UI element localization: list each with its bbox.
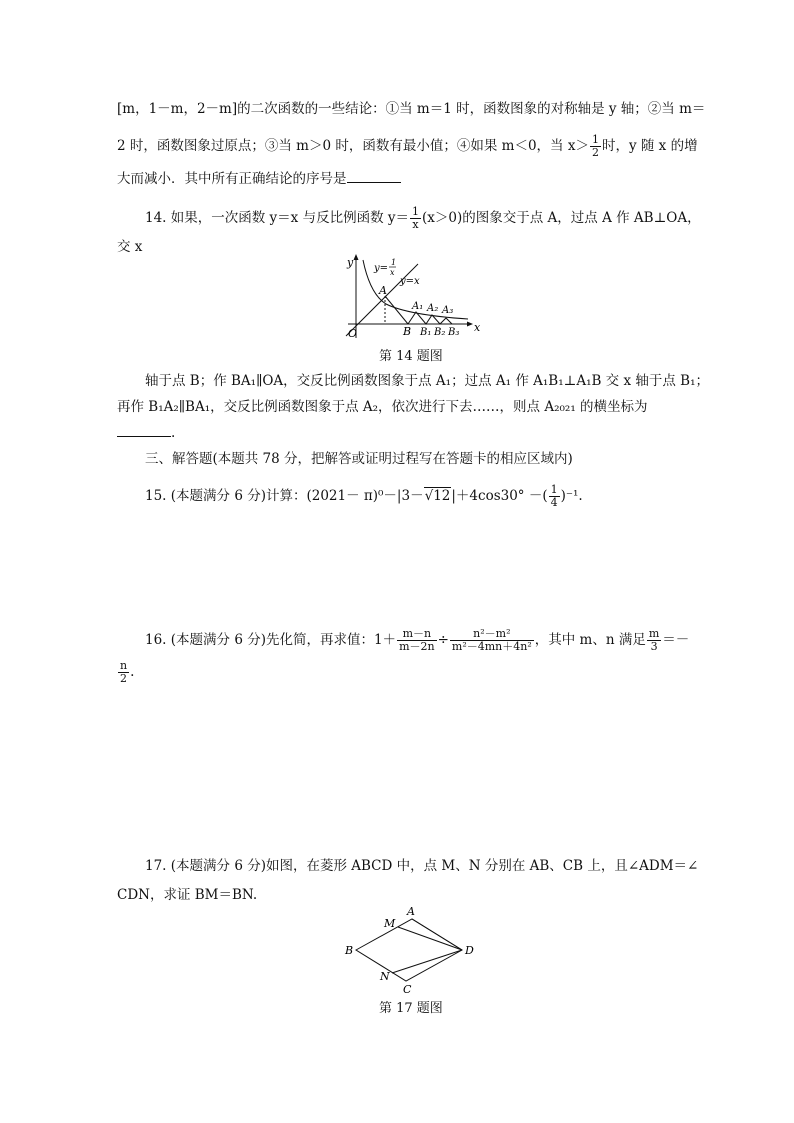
label-curve-num: 1 [391, 258, 397, 267]
q13-fraction: $\frac{1}{2}$ [591, 133, 599, 159]
q17-text-1: 17. (本题满分 6 分)如图，在菱形 ABCD 中，点 M、N 分别在 AB、CB 上，且∠ADM＝∠ [145, 858, 699, 874]
q15-text-a: 15. (本题满分 6 分)计算：(2021－ π)⁰－|3－ [145, 488, 424, 504]
label-a2: A₂ [427, 303, 439, 314]
q17-line-2 [117, 886, 257, 904]
q14-line-5: . [117, 424, 175, 442]
q15-line [145, 484, 583, 509]
label-b2: B₂ [434, 327, 446, 338]
q14-fraction: $\frac{1}{x}$ [412, 205, 420, 231]
label-b3: B₃ [448, 327, 460, 338]
q13-line-3 [117, 170, 401, 188]
label-y: y [347, 256, 354, 269]
label-b: B [403, 325, 412, 338]
q14-line-4 [117, 398, 648, 416]
q14-line-3 [145, 372, 709, 390]
q13-answer-blank[interactable] [347, 170, 401, 183]
q17-caption: 第 17 题图 [379, 1001, 443, 1016]
q16-line: 16. (本题满分 6 分)先化简，再求值：1＋ $\frac{m-n}{m-2n}$ ÷ $\frac{\text{n²－m²}}{\text{m²－4mn＋4n²}}$ ，其中 m、n 满足 $\frac{m}{3}$ ＝－ [145, 627, 690, 653]
label-x: x [474, 321, 481, 334]
q16-text-b: ，其中 m、n 满足 [534, 632, 646, 648]
x-axis-arrow [467, 322, 473, 327]
q16-text-a: 16. (本题满分 6 分)先化简，再求值：1＋ [145, 632, 397, 648]
q14-line-2 [117, 238, 142, 256]
q17-text-2: CDN，求证 BM＝BN. [117, 887, 258, 903]
section-3-heading: 三、解答题(本题共 78 分，把解答或证明过程写在答题卡的相应区域内) [145, 451, 573, 467]
label-curve-prefix: y= [374, 263, 389, 274]
q14-line-1 [145, 206, 701, 231]
q15-sqrt: √12 [424, 488, 451, 504]
q13-line-1 [117, 100, 705, 118]
q14-figure [338, 252, 488, 344]
label-b: B [345, 944, 354, 957]
q14-text-4: 再作 B₁A₂∥BA₁，交反比例函数图象于点 A₂，依次进行下去……，则点 A₂₀₂₁ 的横坐标为 [117, 399, 648, 415]
q13-text-2b: 时，y 随 x 的增 [601, 138, 698, 154]
q13-text-2a: 2 时，函数图象过原点；③当 m＞0 时，函数有最小值；④如果 m＜0，当 x＞ [117, 138, 589, 154]
label-b1: B₁ [420, 327, 432, 338]
label-a: A [379, 284, 387, 297]
label-m: M [384, 917, 396, 930]
label-n: N [380, 970, 390, 983]
q16-fraction-3: $\frac{m}{3}$ [648, 627, 660, 653]
q15-fraction: $\frac{1}{4}$ [550, 483, 558, 509]
q14-text-1b: (x＞0)的图象交于点 A，过点 A 作 AB⊥OA， [422, 210, 701, 226]
label-a1: A₁ [412, 301, 424, 312]
label-a3: A₃ [442, 305, 454, 316]
q15-text-b: |＋4cos30° －( [451, 488, 548, 504]
q14-text-1a: 14. 如果，一次函数 y＝x 与反比例函数 y＝ [145, 210, 410, 226]
q14-text-3: 轴于点 B；作 BA₁∥OA，交反比例函数图象于点 A₁；过点 A₁ 作 A₁B₁⊥A₁B 交 x 轴于点 B₁； [145, 373, 710, 389]
q15-text-c: )⁻¹. [560, 488, 583, 504]
q14-caption: 第 14 题图 [379, 349, 443, 364]
rhombus-abcd [356, 919, 462, 981]
q14-text-2: 交 x [117, 239, 143, 255]
q14-answer-blank[interactable] [117, 424, 171, 437]
y-axis-arrow [354, 254, 359, 260]
label-curve-den: x [390, 268, 395, 277]
q13-text-1: [m，1－m，2－m]的二次函数的一些结论：①当 m＝1 时，函数图象的对称轴是 y 轴；②当 m＝ [117, 101, 706, 117]
q17-line-1 [145, 857, 698, 875]
q16-line-2: $\frac{n}{2}$ . [120, 659, 135, 685]
q13-line-2 [117, 134, 698, 159]
q16-fraction-4: $\frac{n}{2}$ [120, 659, 128, 685]
q13-text-3: 大而减小．其中所有正确结论的序号是 [117, 171, 347, 187]
label-d: D [465, 944, 474, 957]
q17-figure [340, 905, 480, 995]
label-line: y=x [400, 276, 420, 287]
q16-text-c: ＝－ [662, 632, 690, 648]
q16-fraction-2: $\frac{\text{n²－m²}}{\text{m²－4mn＋4n²}}$ [451, 627, 532, 653]
label-o: O [348, 327, 358, 340]
label-a: A [407, 905, 415, 918]
q16-fraction-1: $\frac{m-n}{m-2n}$ [399, 627, 435, 653]
label-c: C [403, 983, 412, 995]
